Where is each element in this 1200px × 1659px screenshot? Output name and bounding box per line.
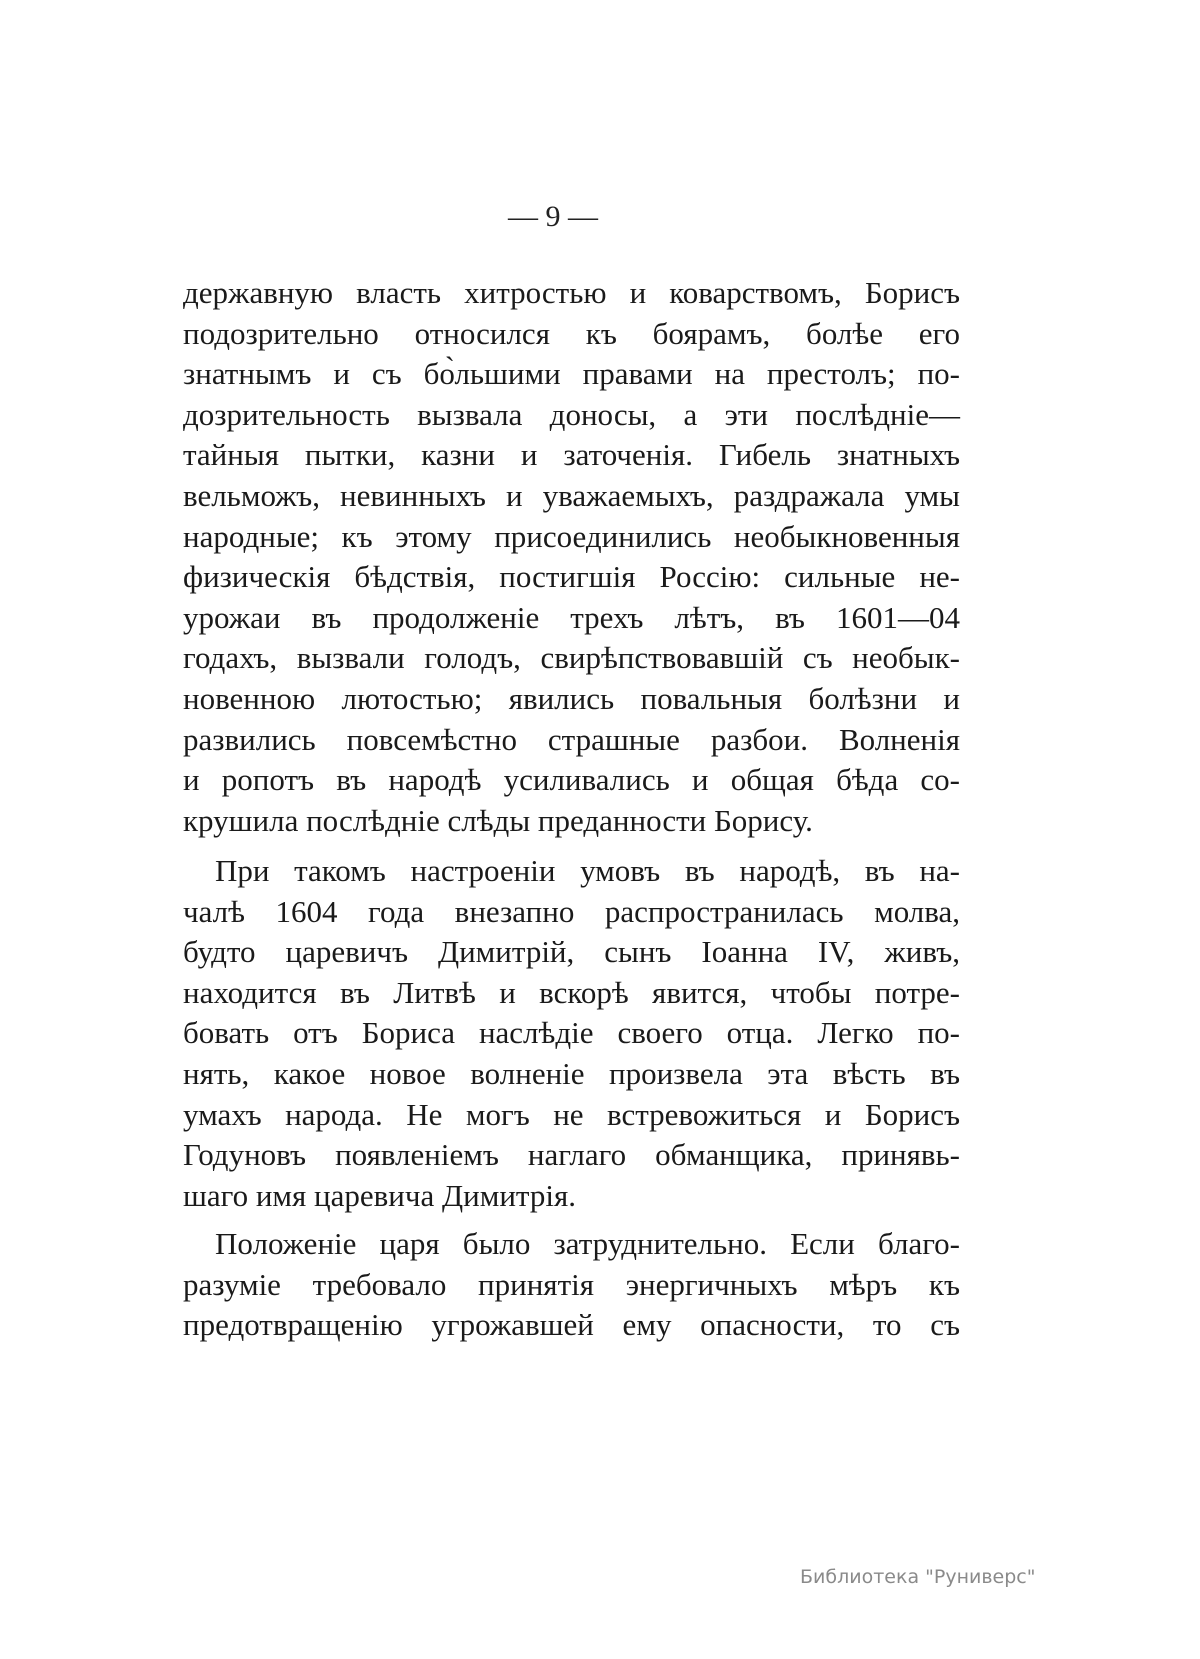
page-number: — 9 — xyxy=(508,200,598,233)
text-line: При такомъ настроеніи умовъ въ народѣ, въ на- xyxy=(215,853,960,888)
text-line: Положеніе царя было затруднительно. Если благо- xyxy=(215,1226,960,1261)
text-line: находится въ Литвѣ и вскорѣ явится, чтобы потре- xyxy=(183,974,960,1010)
text-line: державную власть хитростью и коварствомъ, Борисъ xyxy=(183,275,960,310)
text-line: предотвращенію угрожавшей ему опасности, то съ xyxy=(183,1307,960,1343)
text-line: будто царевичъ Димитрій, сынъ Іоанна IV, живъ, xyxy=(183,934,960,970)
library-watermark: Библиотека "Руниверс" xyxy=(800,1566,1036,1588)
text-line: чалѣ 1604 года внезапно распространилась молва, xyxy=(183,893,960,929)
text-line: народные; къ этому присоединились необыкновенныя xyxy=(183,518,960,554)
text-line: дозрительность вызвала доносы, а эти послѣдніе— xyxy=(183,396,960,432)
text-line: подозрительно относился къ боярамъ, болѣе его xyxy=(183,315,960,351)
text-line: Годуновъ появленіемъ наглаго обманщика, принявь- xyxy=(183,1137,960,1173)
text-line: развились повсемѣстно страшные разбои. Волненія xyxy=(183,721,960,757)
text-line: разуміе требовало принятія энергичныхъ мѣръ къ xyxy=(183,1266,960,1302)
text-line: умахъ народа. Не могъ не встревожиться и Борисъ xyxy=(183,1096,960,1132)
text-line: нять, какое новое волненіе произвела эта вѣсть въ xyxy=(183,1056,960,1091)
text-line: урожаи въ продолженіе трехъ лѣтъ, въ 1601—04 xyxy=(183,599,960,635)
text-line: шаго имя царевича Димитрія. xyxy=(183,1177,576,1213)
text-line: крушила послѣдніе слѣды преданности Борису. xyxy=(183,802,813,838)
text-line: знатнымъ и съ бо̀льшими правами на престолъ; по- xyxy=(183,356,960,392)
text-line: годахъ, вызвали голодъ, свирѣпствовавшій съ необык- xyxy=(183,640,960,676)
text-line: тайныя пытки, казни и заточенія. Гибель знатныхъ xyxy=(183,437,960,473)
text-line: физическія бѣдствія, постигшія Россію: сильные не- xyxy=(183,559,960,595)
text-line: вельможъ, невинныхъ и уважаемыхъ, раздражала умы xyxy=(183,478,960,513)
text-line: и ропотъ въ народѣ усиливались и общая бѣда со- xyxy=(183,762,960,798)
text-line: бовать отъ Бориса наслѣдіе своего отца. Легко по- xyxy=(183,1015,960,1051)
text-line: новенною лютостью; явились повальныя болѣзни и xyxy=(183,681,960,716)
